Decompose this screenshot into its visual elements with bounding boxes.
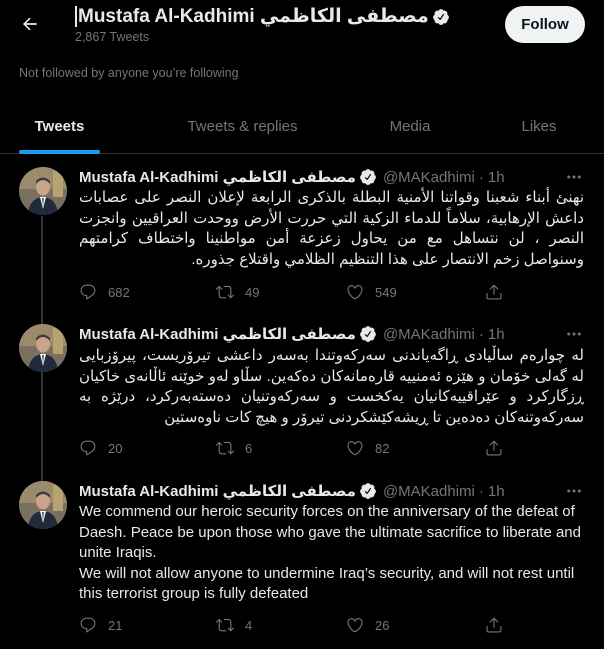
back-button[interactable] [14,8,46,40]
tweet-text: لە چوارەم ساڵیادی ڕاگەیاندنی سەرکەوتندا بەسەر داعشی تیرۆریست، پیرۆزبایی لە گەلی خۆمان و هێزە ئەمنییە قارەمانەکان دەکەین. سڵاو لەو خوێنە ئاڵانەی خاکیان ڕزگارکرد و عێراقییەکانیان یەکخست و سەرکەوتنیان دەستەبەرکرد، درێژە بە سەرکەوتنەکان دەدەین تا ڕیشەکێشکردنی تیرۆر و هیچ کات ناوەستین [79,347,584,426]
tab-label: Likes [521,118,557,135]
avatar[interactable] [19,167,67,215]
verified-badge-icon [359,482,377,500]
tweet-header [79,324,505,344]
avatar-image [19,324,67,372]
like-button[interactable] [346,280,397,304]
retweet-icon [216,616,234,634]
profile-tabs [0,100,604,154]
more-icon [565,325,583,343]
tweet-header [79,481,505,501]
separator-dot: · [478,168,484,186]
retweet-button[interactable] [216,613,252,637]
share-button[interactable] [485,613,503,637]
share-icon [485,283,503,301]
not-followed-note: Not followed by anyone you’re following [19,66,239,80]
retweet-button[interactable] [216,280,259,304]
reply-count: 20 [108,440,123,456]
retweet-count: 49 [245,284,260,300]
retweet-count: 6 [245,440,253,456]
tweet-text [79,502,584,605]
tweet-handle[interactable]: @MAKadhimi [382,325,475,343]
more-icon [565,482,583,500]
tab-label: Media [389,118,431,135]
tweet-author[interactable]: Mustafa Al-Kadhimi مصطفى الكاظمي [79,169,356,186]
verified-badge-icon [432,8,450,26]
verified-badge-icon [359,168,377,186]
profile-name-text: Mustafa Al-Kadhimi مصطفى الكاظمي [78,6,429,27]
text-cursor [75,6,77,27]
reply-button[interactable] [79,436,122,460]
tweet-time[interactable]: 1h [487,482,505,500]
active-tab-indicator [19,150,100,154]
tab-media[interactable] [375,100,445,153]
heart-icon [346,616,364,634]
separator-dot: · [478,325,484,343]
share-icon [485,439,503,457]
like-count: 82 [375,440,390,456]
more-button[interactable] [564,481,584,501]
reply-button[interactable] [79,613,122,637]
like-button[interactable] [346,613,389,637]
tweet-handle[interactable]: @MAKadhimi [382,482,475,500]
tab-label: Tweets & replies [187,118,298,135]
like-count: 549 [375,284,397,300]
tweet-text-paragraph: We will not allow anyone to undermine Iraq’s security, and will not rest until this terrorist group is fully defeated [79,564,575,602]
arrow-left-icon [20,14,40,34]
retweet-icon [216,439,234,457]
tab-likes[interactable] [510,100,568,153]
tweet-text: نهنئ أبناء شعبنا وقواتنا الأمنية البطلة بالذكرى الرابعة لإعلان النصر على عصابات داعش الإرهابية، سلاماً للدماء الزكية التي حررت الأرض ووحدت العراقيين وانجزت النصر ، لن نتساهل مع من يحاول زعزعة أمن مواطنينا واختطاف كرامتهم وسنواصل زخم الانتصار على هذا التنظيم الظلامي واقتلاع جذوره. [79,189,584,268]
more-button[interactable] [564,167,584,187]
reply-icon [79,616,97,634]
tweet-count: 2,867 Tweets [75,30,150,44]
tweet-header [79,167,505,187]
reply-icon [79,439,97,457]
tweet-time[interactable]: 1h [487,325,505,343]
profile-name [75,5,450,28]
tweet[interactable] [0,470,604,649]
reply-count: 682 [108,284,130,300]
tweet-author[interactable]: Mustafa Al-Kadhimi مصطفى الكاظمي [79,326,356,343]
tweet-actions [79,613,509,637]
reply-icon [79,283,97,301]
like-count: 26 [375,617,390,633]
tweet[interactable] [0,155,604,315]
tab-label: Tweets [34,118,85,135]
like-button[interactable] [346,436,389,460]
share-button[interactable] [485,436,503,460]
profile-header [0,0,604,50]
tab-tweets-replies[interactable] [175,100,310,153]
retweet-button[interactable] [216,436,252,460]
more-icon [565,168,583,186]
follow-button[interactable]: Follow [505,6,585,43]
heart-icon [346,283,364,301]
retweet-count: 4 [245,617,253,633]
separator-dot: · [478,482,484,500]
avatar[interactable] [19,324,67,372]
reply-count: 21 [108,617,123,633]
tweet-actions [79,280,509,304]
tweet-text-paragraph: We commend our heroic security forces on the anniversary of the defeat of Daesh. Peace be upon those who gave the ultimate sacrifice to liberate and unite Iraqis. [79,503,581,561]
tweet-author[interactable]: Mustafa Al-Kadhimi مصطفى الكاظمي [79,483,356,500]
reply-button[interactable] [79,280,130,304]
verified-badge-icon [359,325,377,343]
share-icon [485,616,503,634]
avatar-image [19,481,67,529]
tweet-handle[interactable]: @MAKadhimi [382,168,475,186]
heart-icon [346,439,364,457]
avatar-image [19,167,67,215]
tweet-actions [79,436,509,460]
tweet-time[interactable]: 1h [487,168,505,186]
share-button[interactable] [485,280,503,304]
retweet-icon [216,283,234,301]
tweet[interactable] [0,315,604,470]
tab-tweets[interactable] [19,100,100,153]
more-button[interactable] [564,324,584,344]
avatar[interactable] [19,481,67,529]
